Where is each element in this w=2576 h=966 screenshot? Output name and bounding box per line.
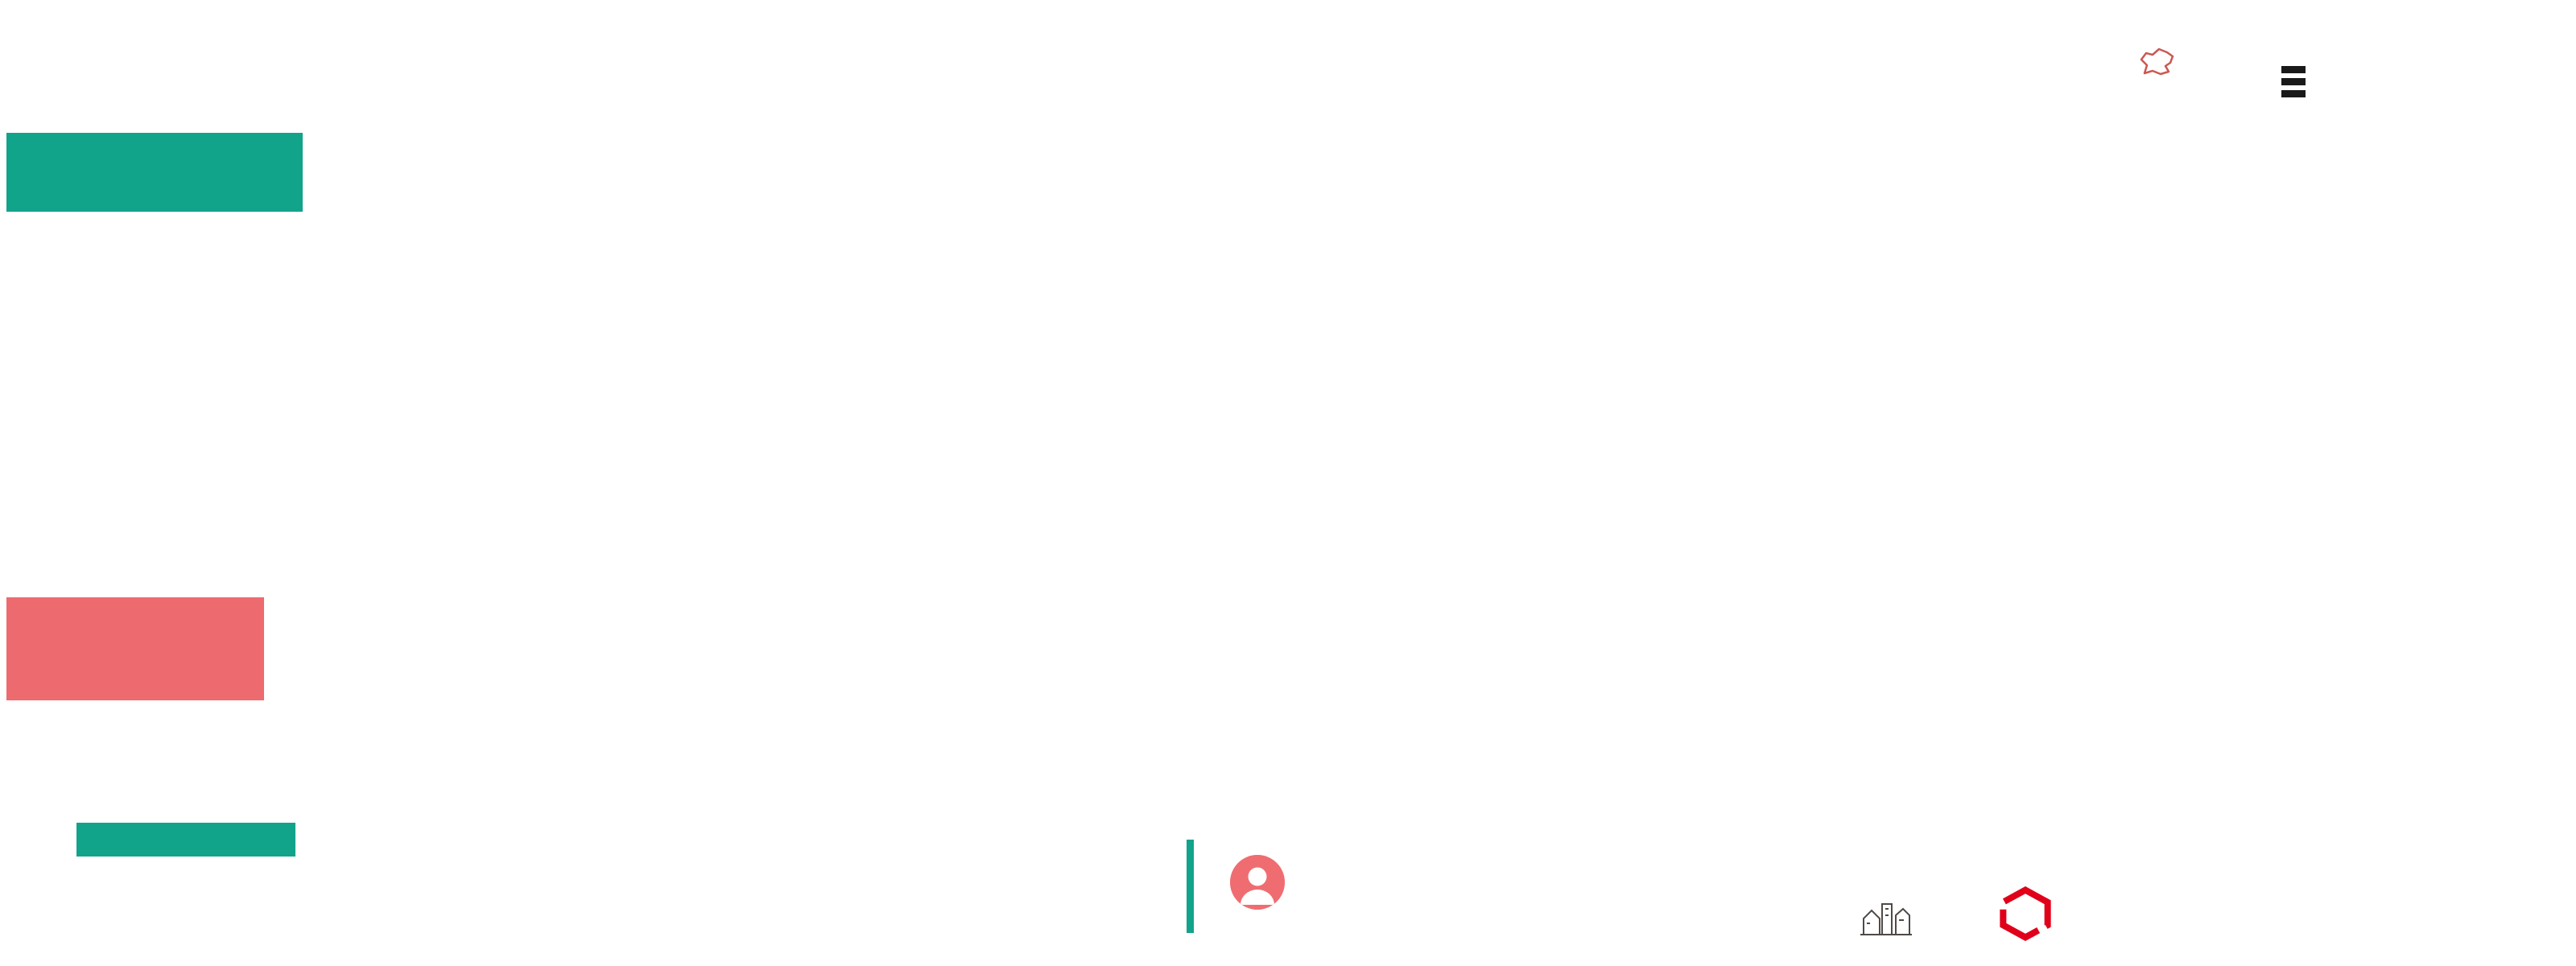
ateliers-row xyxy=(78,517,2546,823)
timeline-months-bar xyxy=(78,457,2546,517)
buildings-icon xyxy=(1860,888,1912,943)
entreprendre-territoires-logo xyxy=(1856,888,1912,943)
permanences-row xyxy=(78,185,2546,457)
partner-logos xyxy=(1856,877,2105,954)
banque-territoires-logo xyxy=(1999,884,2062,947)
contact-block xyxy=(1230,855,1302,910)
vertical-divider xyxy=(1187,840,1194,933)
france-active-logo xyxy=(2268,63,2510,109)
hamburger-bars-icon xyxy=(2281,63,2306,97)
brittany-map-icon xyxy=(2140,47,2175,83)
hexagon-icon xyxy=(1999,884,2052,947)
person-avatar-icon xyxy=(1230,855,1285,910)
horaires-label xyxy=(76,823,295,857)
